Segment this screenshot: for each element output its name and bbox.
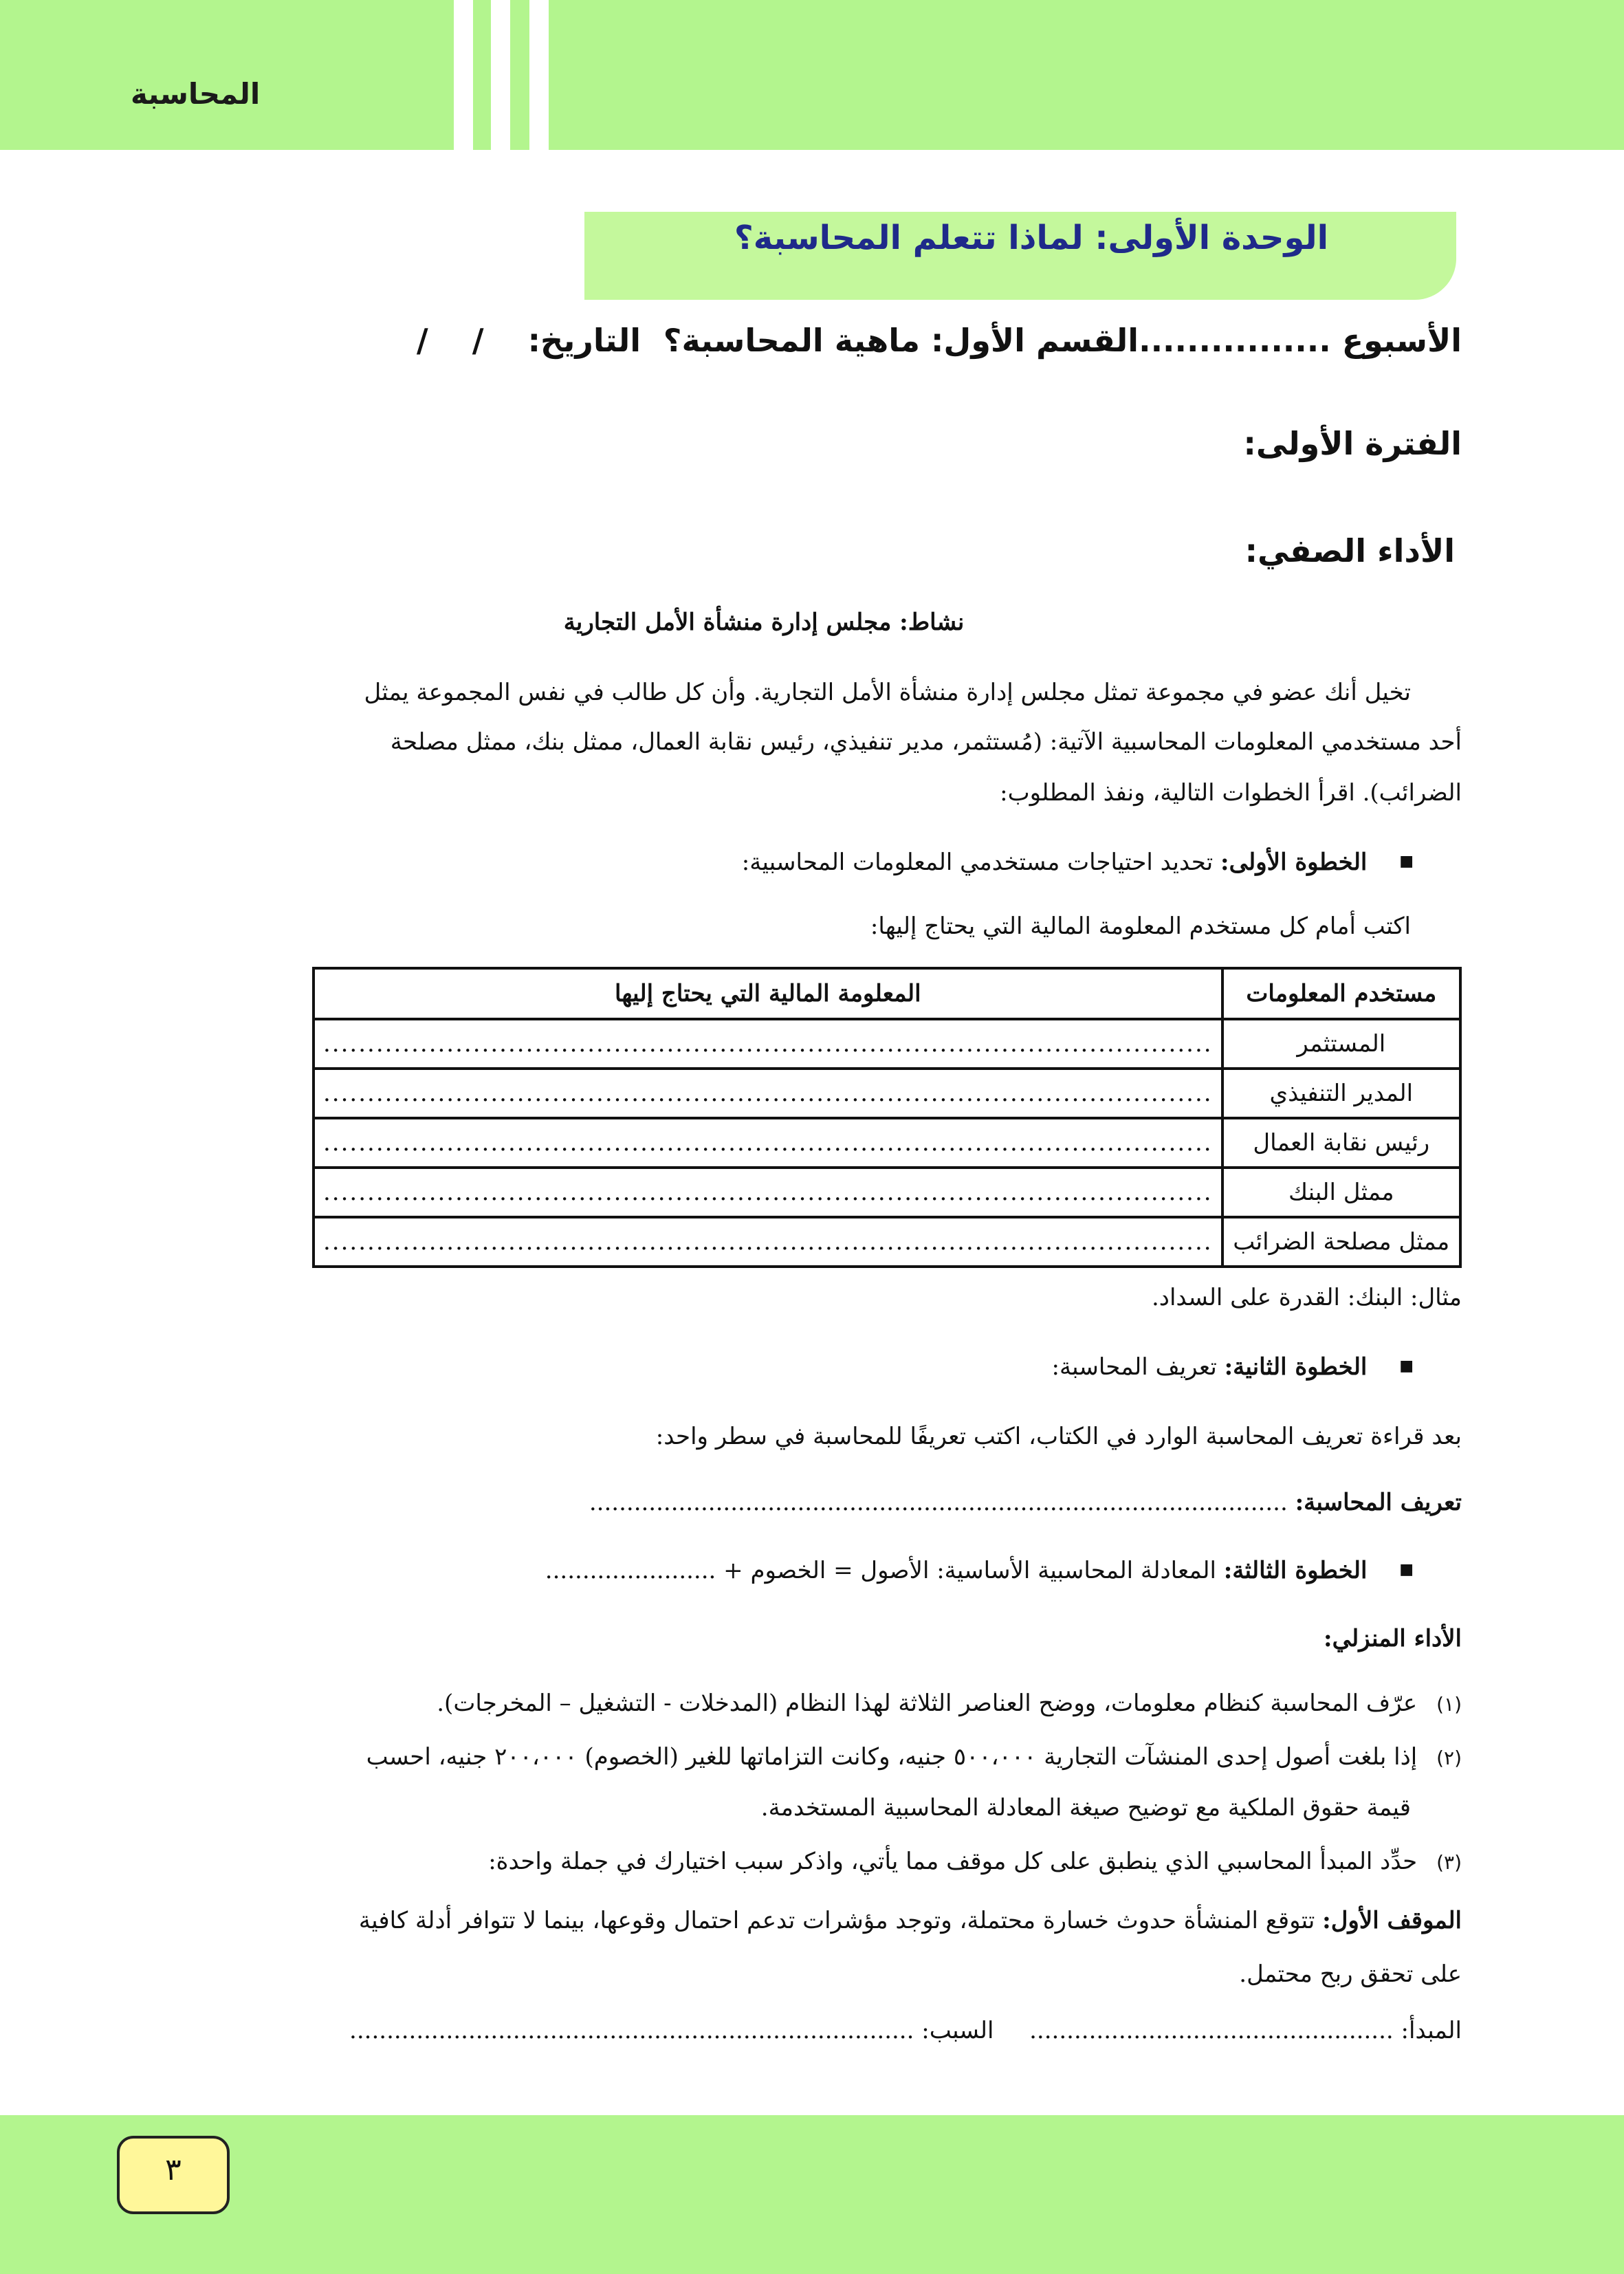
q1-text: عرّف المحاسبة كنظام معلومات، ووضح العناصر الثلاثة لهذا النظام (المدخلات - التشغيل – المخرجات). [437,1690,1418,1717]
situation-line [162,1903,1462,1938]
homework-q1 [162,1686,1462,1722]
step1 [742,844,1414,879]
activity-title: نشاط: مجلس إدارة منشأة الأمل التجارية [563,609,965,636]
table-cell-user: المستثمر [1222,1019,1460,1069]
page-number: ٣ [165,2152,182,2187]
homework-q3 [162,1844,1462,1880]
header-band [0,0,1624,150]
table-cell-info[interactable]: ..................................................................................................... [314,1019,1222,1069]
step2 [1051,1349,1414,1384]
table-cell-info[interactable]: ..................................................................................................... [314,1069,1222,1118]
reason-label: السبب: [921,2017,994,2044]
table-cell-user: ممثل البنك [1222,1168,1460,1217]
table-row [314,1217,1460,1267]
table-header-row [314,968,1460,1019]
subject-title: المحاسبة [131,77,261,111]
definition-dots[interactable]: .............................................................................................. [589,1489,1288,1516]
info-users-table [312,967,1462,1268]
step3 [545,1553,1414,1588]
table-header-info: المعلومة المالية التي يحتاج إليها [314,968,1222,1019]
step1-instruction: اكتب أمام كل مستخدم المعلومة المالية التي يحتاج إليها: [870,912,1411,940]
table-cell-user: رئيس نقابة العمال [1222,1118,1460,1168]
table-cell-user: ممثل مصلحة الضرائب [1222,1217,1460,1267]
table-row [314,1168,1460,1217]
definition-line [589,1485,1462,1520]
step1-label: الخطوة الأولى: [1220,849,1368,876]
section-title: القسم الأول: ماهية المحاسبة؟ [663,322,1139,359]
situation-text-line2: على تحقق ربح محتمل. [1239,1960,1462,1988]
date-label: التاريخ: / / [416,322,641,359]
header-stripe [529,0,549,150]
activity-intro-line: الضرائب). اقرأ الخطوات التالية، ونفذ المطلوب: [1000,779,1462,807]
definition-label: تعريف المحاسبة: [1295,1489,1462,1516]
table-cell-info[interactable]: ..................................................................................................... [314,1168,1222,1217]
header-stripe [454,0,473,150]
homework-q2 [162,1740,1462,1775]
step2-label: الخطوة الثانية: [1224,1353,1368,1381]
table-row [314,1019,1460,1069]
principle-reason-line [349,2013,1462,2048]
table-row [314,1118,1460,1168]
q3-number: (٣) [1436,1851,1462,1874]
period-title: الفترة الأولى: [1243,425,1462,462]
example-text: مثال: البنك: القدرة على السداد. [1152,1284,1462,1311]
table-cell-info[interactable]: ..................................................................................................... [314,1217,1222,1267]
step1-text: تحديد احتياجات مستخدمي المعلومات المحاسبية: [741,849,1214,876]
q3-text: حدِّد المبدأ المحاسبي الذي ينطبق على كل موقف مما يأتي، واذكر سبب اختيارك في جملة واحدة: [488,1848,1418,1875]
unit-banner-cap [584,212,672,300]
principle-label: المبدأ: [1401,2017,1462,2044]
header-stripe [491,0,510,150]
situation-label: الموقف الأول: [1322,1907,1462,1934]
table-header-user: مستخدم المعلومات [1222,968,1460,1019]
q2-number: (٢) [1436,1747,1462,1769]
table-cell-info[interactable]: ..................................................................................................... [314,1118,1222,1168]
week-label: الأسبوع ................ [1139,322,1462,359]
unit-title: الوحدة الأولى: لماذا تتعلم المحاسبة؟ [734,219,1329,257]
table-cell-user: المدير التنفيذي [1222,1069,1460,1118]
step3-label: الخطوة الثالثة: [1223,1557,1368,1584]
step3-text: المعادلة المحاسبية الأساسية: الأصول = الخصوم + ....................... [545,1557,1216,1584]
q1-number: (١) [1436,1693,1462,1716]
table-row [314,1069,1460,1118]
reason-dots[interactable]: ............................................................................ [349,2017,914,2044]
activity-intro-line: تخيل أنك عضو في مجموعة تمثل مجلس إدارة منشأة الأمل التجارية. وأن كل طالب في نفس المجموعة يمثل [364,679,1411,706]
step2-instruction: بعد قراءة تعريف المحاسبة الوارد في الكتاب، اكتب تعريفًا للمحاسبة في سطر واحد: [655,1423,1462,1450]
activity-intro-line: أحد مستخدمي المعلومات المحاسبية الآتية: (مُستثمر، مدير تنفيذي، رئيس نقابة العمال، ممثل بنك، ممثل مصلحة [390,728,1462,756]
q2-text-line2: قيمة حقوق الملكية مع توضيح صيغة المعادلة المحاسبية المستخدمة. [760,1794,1411,1822]
situation-text: تتوقع المنشأة حدوث خسارة محتملة، وتوجد مؤشرات تدعم احتمال وقوعها، بينما لا تتوافر أدلة كافية [358,1907,1315,1934]
principle-dots[interactable]: ................................................. [1029,2017,1394,2044]
class-performance-title: الأداء الصفي: [1244,532,1455,569]
step2-text: تعريف المحاسبة: [1051,1353,1217,1381]
homework-title: الأداء المنزلي: [1324,1625,1462,1652]
footer-band [0,2115,1624,2274]
q2-text: إذا بلغت أصول إحدى المنشآت التجارية ٥٠٠،٠٠٠ جنيه، وكانت التزاماتها للغير (الخصوم) ٢٠٠،٠٠٠ جنيه، احسب [366,1743,1418,1771]
